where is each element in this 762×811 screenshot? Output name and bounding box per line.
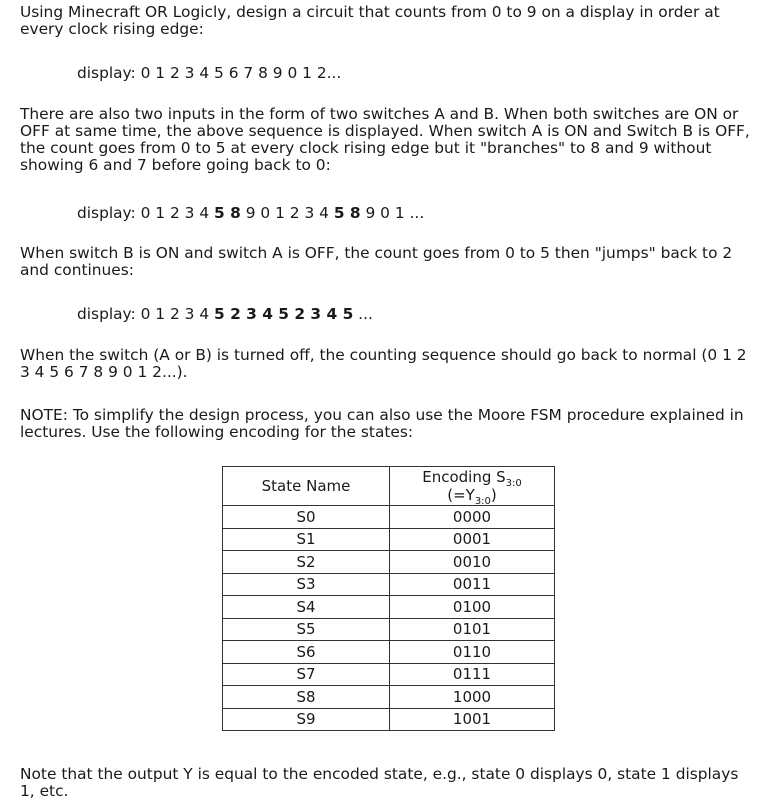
encoding-cell: 1000 [390,686,555,709]
table-row [223,528,555,551]
table-row [223,641,555,664]
encoding-header-text: ) [490,486,497,504]
state-name-cell: S9 [223,708,390,731]
intro-paragraph: Using Minecraft OR Logicly, design a circuit that counts from 0 to 9 on a display in order at every clock rising edge: [20,3,720,38]
state-name-cell: S2 [223,551,390,574]
encoding-cell: 0110 [390,641,555,664]
table-header-row [223,467,555,506]
sequence-part: ... [353,305,373,323]
sequence-bold-part: 5 8 [214,204,241,222]
state-name-cell: S7 [223,663,390,686]
encoding-cell: 0010 [390,551,555,574]
sequence-values: 0 1 2 3 4 5 6 7 8 9 0 1 2... [140,64,342,82]
encoding-cell: 0101 [390,618,555,641]
table-body [223,506,555,731]
table-row [223,618,555,641]
footer-paragraph: Note that the output Y is equal to the encoded state, e.g., state 0 displays 0, state 1 displays 1, etc. [20,765,739,800]
note-paragraph: NOTE: To simplify the design process, you can also use the Moore FSM procedure explained in lectures. Use the following encoding for the states: [20,406,744,441]
encoding-header-text: (=Y [447,486,475,504]
state-name-header: State Name [223,467,390,506]
table-row [223,573,555,596]
table-row [223,551,555,574]
state-encoding-table [222,466,555,731]
table-row [223,663,555,686]
sequence-bold-part: 5 2 3 4 5 2 3 4 5 [214,305,354,323]
state-name-cell: S8 [223,686,390,709]
jump-paragraph: When switch B is ON and switch A is OFF, the count goes from 0 to 5 then "jumps" back to 2 and continues: [20,244,733,279]
branch-sequence [77,205,424,222]
encoding-header-subscript: 3:0 [474,496,491,507]
sequence-label: display: [77,64,141,82]
encoding-cell: 0011 [390,573,555,596]
state-name-cell: S3 [223,573,390,596]
sequence-part: 0 1 2 3 4 [140,204,215,222]
encoding-header [390,467,555,506]
table-row [223,686,555,709]
jump-sequence [77,306,373,323]
state-name-cell: S0 [223,506,390,529]
encoding-header-text: Encoding S [422,468,506,486]
encoding-cell: 1001 [390,708,555,731]
table-row [223,506,555,529]
encoding-cell: 0000 [390,506,555,529]
encoding-cell: 0100 [390,596,555,619]
sequence-part: 9 0 1 ... [360,204,425,222]
sequence-part: 0 1 2 3 4 [140,305,215,323]
encoding-cell: 0001 [390,528,555,551]
sequence-label: display: [77,204,141,222]
switches-paragraph: There are also two inputs in the form of two switches A and B. When both switches are ON or OFF at same time, the above sequence is displayed. When switch A is ON and Switch B is OFF, the count goes from 0 to 5 at every clock rising edge but it "branches" to 8 and 9 without showing 6 and 7 before going back to 0: [20,105,750,174]
state-name-cell: S5 [223,618,390,641]
sequence-part: 9 0 1 2 3 4 [240,204,334,222]
sequence-label: display: [77,305,141,323]
normal-sequence [77,65,341,82]
state-name-cell: S4 [223,596,390,619]
sequence-bold-part: 5 8 [333,204,361,222]
encoding-header-subscript: 3:0 [505,478,522,489]
table-row [223,596,555,619]
off-paragraph: When the switch (A or B) is turned off, the counting sequence should go back to normal (0 1 2 3 4 5 6 7 8 9 0 1 2...). [20,346,747,381]
encoding-cell: 0111 [390,663,555,686]
state-name-cell: S6 [223,641,390,664]
state-name-cell: S1 [223,528,390,551]
table-row [223,708,555,731]
